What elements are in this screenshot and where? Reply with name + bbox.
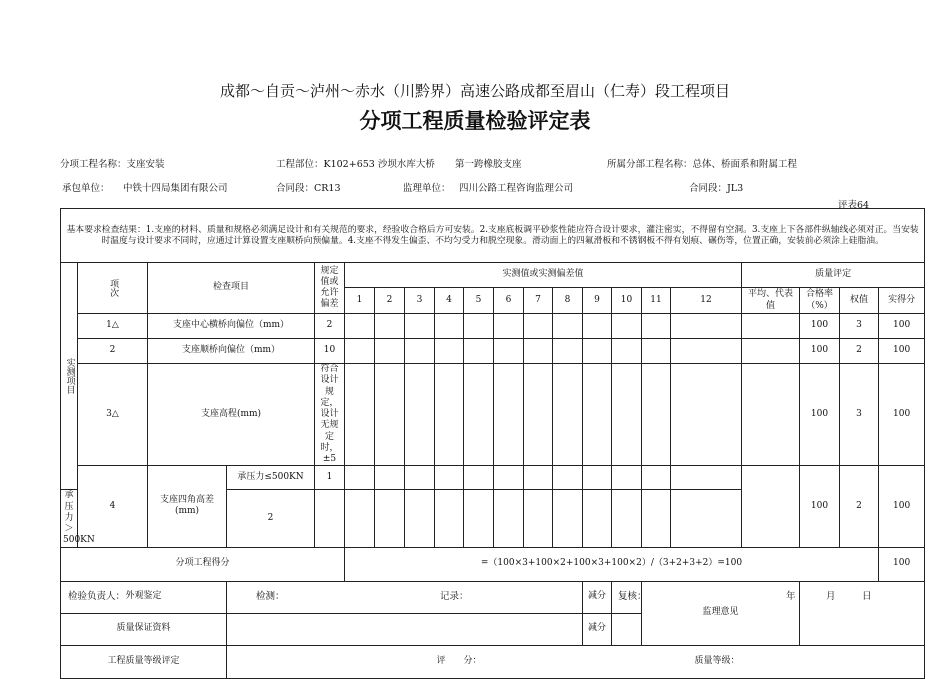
- measured-items-label: 实测项目: [61, 263, 78, 490]
- contract-1: 合同段：CR13: [276, 183, 341, 194]
- row-rate: 100: [800, 314, 840, 339]
- supervisor-label: 监理单位：: [403, 183, 451, 194]
- col-no: 项次: [78, 263, 148, 314]
- contract-2: 合同段：JL3: [689, 183, 744, 194]
- score-formula: =（100×3+100×2+100×3+100×2）/（3+2+3+2）=100: [345, 547, 879, 581]
- row-score: 100: [879, 314, 925, 339]
- table-row: [61, 339, 925, 364]
- span: 第一跨橡胶支座: [455, 159, 522, 170]
- month-label: 月: [826, 591, 836, 602]
- row-spec: 1: [315, 466, 345, 490]
- deduct-label: 减分: [583, 613, 612, 645]
- measure-col: 3: [405, 288, 435, 314]
- measure-col: 2: [375, 288, 405, 314]
- supervisor-opinion: 监理意见: [642, 581, 800, 645]
- supervisor: 四川公路工程咨询监理公司: [459, 183, 574, 194]
- col-quality: 质量评定: [742, 263, 925, 288]
- row-no: 3△: [78, 364, 148, 466]
- row-no: 1△: [78, 314, 148, 339]
- row-item: 支座高程(mm): [148, 364, 315, 466]
- tester-label: 检测：: [256, 591, 285, 602]
- location: 工程部位：K102+653 沙坝水库大桥: [276, 159, 435, 170]
- row-spec: 符合设计规定，设计无规定时，±5: [315, 364, 345, 466]
- measure-col: 1: [345, 288, 375, 314]
- col-spec: 规定值或允许偏差: [315, 263, 345, 314]
- row-weight: 3: [840, 364, 879, 466]
- row-subitem: 承压力≤500KN: [227, 466, 315, 490]
- row-item: 支座顺桥向偏位（mm）: [148, 339, 315, 364]
- col-measured: 实测值或实测偏差值: [345, 263, 742, 288]
- col-item: 检查项目: [148, 263, 315, 314]
- row-weight: 2: [840, 339, 879, 364]
- row-rate: 100: [800, 339, 840, 364]
- recorder-label: 记录：: [440, 591, 469, 602]
- grade-label: 工程质量等级评定: [61, 645, 227, 678]
- row-no: 4: [78, 466, 148, 547]
- form-title: 分项工程质量检验评定表: [359, 108, 591, 133]
- subtotal-label: 分项工程得分: [61, 547, 345, 581]
- appearance-label: 外观鉴定: [61, 581, 227, 613]
- measure-col: 11: [642, 288, 671, 314]
- item-name: 分项工程名称：支座安装: [60, 159, 165, 170]
- subtotal-row: [61, 547, 925, 581]
- col-avg: 平均、代表值: [742, 288, 800, 314]
- inspection-table: [60, 208, 925, 679]
- row-rate: 100: [800, 466, 840, 547]
- row-spec: 2: [227, 490, 315, 547]
- col-score: 实得分: [879, 288, 925, 314]
- row-weight: 2: [840, 466, 879, 547]
- grade-level-label: 质量等级：: [524, 645, 742, 678]
- quality-docs-label: 质量保证资料: [61, 613, 227, 645]
- inspector-label: 检验负责人：: [68, 591, 126, 602]
- subtotal-score: 100: [879, 547, 925, 581]
- row-score: 100: [879, 466, 925, 547]
- project-title: 成都～自贡～泸州～赤水（川黔界）高速公路成都至眉山（仁寿）段工程项目: [219, 82, 730, 100]
- row-score: 100: [879, 364, 925, 466]
- row-subitem: 承压力＞500KN: [61, 490, 78, 547]
- year-label: 年: [786, 591, 796, 602]
- table-row: [61, 466, 925, 490]
- measure-col: 6: [494, 288, 524, 314]
- row-no: 2: [78, 339, 148, 364]
- row-item: 支座四角高差(mm): [148, 466, 227, 547]
- form-number: 评表64: [838, 200, 870, 211]
- measure-col: 9: [583, 288, 612, 314]
- measure-col: 10: [612, 288, 642, 314]
- col-rate: 合格率（%）: [800, 288, 840, 314]
- row-item: 支座中心横桥向偏位（mm）: [148, 314, 315, 339]
- rating-label: 评 分：: [435, 645, 524, 678]
- col-weight: 权值: [840, 288, 879, 314]
- row-spec: 10: [315, 339, 345, 364]
- row-weight: 3: [840, 314, 879, 339]
- day-label: 日: [862, 591, 872, 602]
- measure-col: 12: [671, 288, 742, 314]
- table-row: [61, 364, 925, 466]
- basic-requirements: 基本要求检查结果：1.支座的材料、质量和规格必须满足设计和有关规范的要求，经验收合格后方可安装。2.支座底板调平砂浆性能应符合设计要求，灌注密实，不得留有空洞。3.支座上下各部件纵轴线必须对正。当安装时温度与设计要求不同时，应通过计算设置支座顺桥向预偏量。4.支座不得发生偏歪、不均匀受力和脱空现象。滑动面上的四氟滑板和不锈钢板不得有划痕、碾伤等，位置正确，安装前必须涂上硅脂油。: [61, 209, 925, 263]
- row-score: 100: [879, 339, 925, 364]
- division: 所属分部工程名称：总体、桥面系和附属工程: [607, 159, 798, 170]
- measure-col: 4: [435, 288, 464, 314]
- table-row: [61, 314, 925, 339]
- row-rate: 100: [800, 364, 840, 466]
- contractor-label: 承包单位：: [62, 183, 110, 194]
- measure-col: 7: [524, 288, 553, 314]
- reviewer-label: 复核：: [618, 591, 647, 602]
- row-spec: 2: [315, 314, 345, 339]
- measure-col: 5: [464, 288, 494, 314]
- deduct-label: 减分: [583, 581, 612, 613]
- measure-col: 8: [553, 288, 583, 314]
- contractor: 中铁十四局集团有限公司: [123, 183, 228, 194]
